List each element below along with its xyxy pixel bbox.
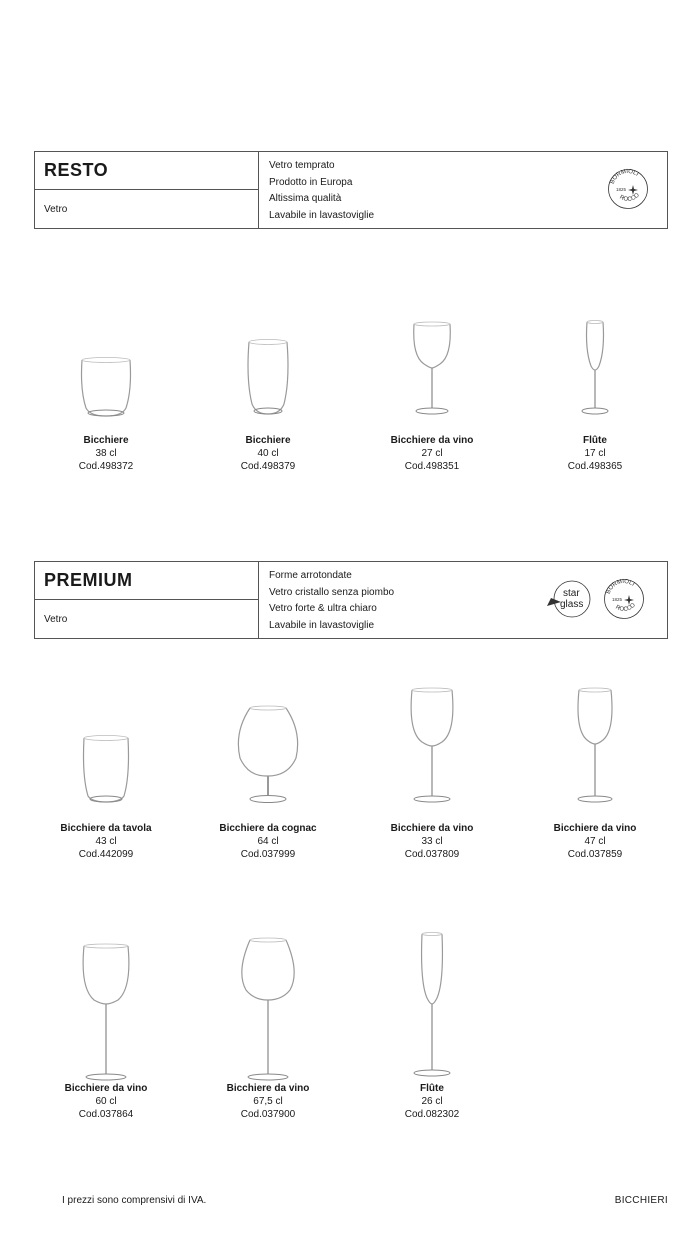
product-code: Cod.498351 xyxy=(404,461,460,472)
product-name: Bicchiere xyxy=(83,435,129,446)
svg-text:star: star xyxy=(563,588,580,599)
flute-icon xyxy=(392,932,472,1082)
svg-text:BORMIOLI: BORMIOLI xyxy=(605,578,636,595)
resto-subtitle: Vetro xyxy=(44,203,68,215)
svg-text:ROCCO: ROCCO xyxy=(614,602,637,613)
svg-text:1825: 1825 xyxy=(612,597,623,602)
premium-title: PREMIUM xyxy=(35,562,258,600)
product-volume: 64 cl xyxy=(257,836,279,847)
wine-glass-icon xyxy=(66,932,146,1082)
product-volume: 38 cl xyxy=(95,448,117,459)
feature-item: Lavabile in lavastoviglie xyxy=(269,619,375,631)
product-code: Cod.037859 xyxy=(567,849,623,860)
feature-item: Forme arrotondate xyxy=(269,570,352,581)
product-volume: 60 cl xyxy=(95,1096,117,1107)
product-code: Cod.082302 xyxy=(404,1109,460,1120)
product-volume: 67,5 cl xyxy=(253,1096,283,1107)
feature-item: Lavabile in lavastoviglie xyxy=(269,209,375,221)
product-code: Cod.037900 xyxy=(240,1109,296,1120)
cognac-glass-icon xyxy=(228,686,308,822)
product-name: Bicchiere da vino xyxy=(226,1083,310,1094)
svg-text:ROCCO: ROCCO xyxy=(618,192,641,203)
product-card[interactable] xyxy=(31,320,181,473)
bormioli-rocco-logo xyxy=(607,168,649,210)
product-card[interactable] xyxy=(193,932,343,1121)
product-code: Cod.037999 xyxy=(240,849,296,860)
product-volume: 27 cl xyxy=(421,448,443,459)
resto-title: RESTO xyxy=(35,152,258,190)
tumbler-tall-icon xyxy=(228,320,308,434)
bormioli-rocco-logo xyxy=(603,578,645,620)
product-card[interactable] xyxy=(31,686,181,861)
product-name: Flûte xyxy=(583,435,607,446)
premium-features xyxy=(259,562,667,638)
product-code: Cod.498379 xyxy=(240,461,296,472)
product-code: Cod.037809 xyxy=(404,849,460,860)
wine-glass-icon xyxy=(392,686,472,822)
product-name: Bicchiere da vino xyxy=(64,1083,148,1094)
svg-text:glass: glass xyxy=(560,599,584,610)
product-card[interactable] xyxy=(357,686,507,861)
product-card[interactable] xyxy=(193,320,343,473)
premium-title-column xyxy=(35,562,259,638)
resto-header-box xyxy=(34,151,668,229)
product-name: Flûte xyxy=(420,1083,444,1094)
feature-item: Vetro forte & ultra chiaro xyxy=(269,603,377,614)
tumbler-low-icon xyxy=(66,320,146,434)
product-code: Cod.442099 xyxy=(78,849,134,860)
product-code: Cod.498372 xyxy=(78,461,134,472)
product-name: Bicchiere da cognac xyxy=(219,823,317,834)
product-card[interactable] xyxy=(193,686,343,861)
product-card[interactable] xyxy=(357,932,507,1121)
resto-features xyxy=(259,152,667,228)
svg-text:1825: 1825 xyxy=(616,187,627,192)
resto-title-column xyxy=(35,152,259,228)
product-card[interactable] xyxy=(357,320,507,473)
product-volume: 40 cl xyxy=(257,448,279,459)
tumbler-icon xyxy=(66,686,146,822)
burgundy-glass-icon xyxy=(228,932,308,1082)
product-volume: 33 cl xyxy=(421,836,443,847)
product-name: Bicchiere da vino xyxy=(553,823,637,834)
product-volume: 26 cl xyxy=(421,1096,443,1107)
product-code: Cod.037864 xyxy=(78,1109,134,1120)
wine-glass-icon xyxy=(392,320,472,434)
wine-glass-icon xyxy=(555,686,635,822)
premium-subtitle: Vetro xyxy=(44,613,68,625)
product-name: Bicchiere da tavola xyxy=(60,823,152,834)
product-name: Bicchiere xyxy=(245,435,291,446)
product-card[interactable] xyxy=(31,932,181,1121)
premium-header-box xyxy=(34,561,668,639)
product-name: Bicchiere da vino xyxy=(390,435,474,446)
feature-item: Prodotto in Europa xyxy=(269,176,353,188)
flute-icon xyxy=(555,320,635,434)
product-volume: 43 cl xyxy=(95,836,117,847)
feature-item: Vetro temprato xyxy=(269,160,335,171)
footer-category: BICCHIERI xyxy=(614,1195,668,1206)
product-volume: 17 cl xyxy=(584,448,606,459)
footer-note: I prezzi sono comprensivi di IVA. xyxy=(62,1195,207,1206)
product-volume: 47 cl xyxy=(584,836,606,847)
feature-item: Altissima qualità xyxy=(269,193,342,204)
product-name: Bicchiere da vino xyxy=(390,823,474,834)
feature-item: Vetro cristallo senza piombo xyxy=(269,586,395,598)
product-card[interactable] xyxy=(520,686,670,861)
product-code: Cod.498365 xyxy=(567,461,623,472)
svg-text:BORMIOLI: BORMIOLI xyxy=(609,168,640,185)
product-card[interactable] xyxy=(520,320,670,473)
star-glass-logo xyxy=(545,578,595,620)
